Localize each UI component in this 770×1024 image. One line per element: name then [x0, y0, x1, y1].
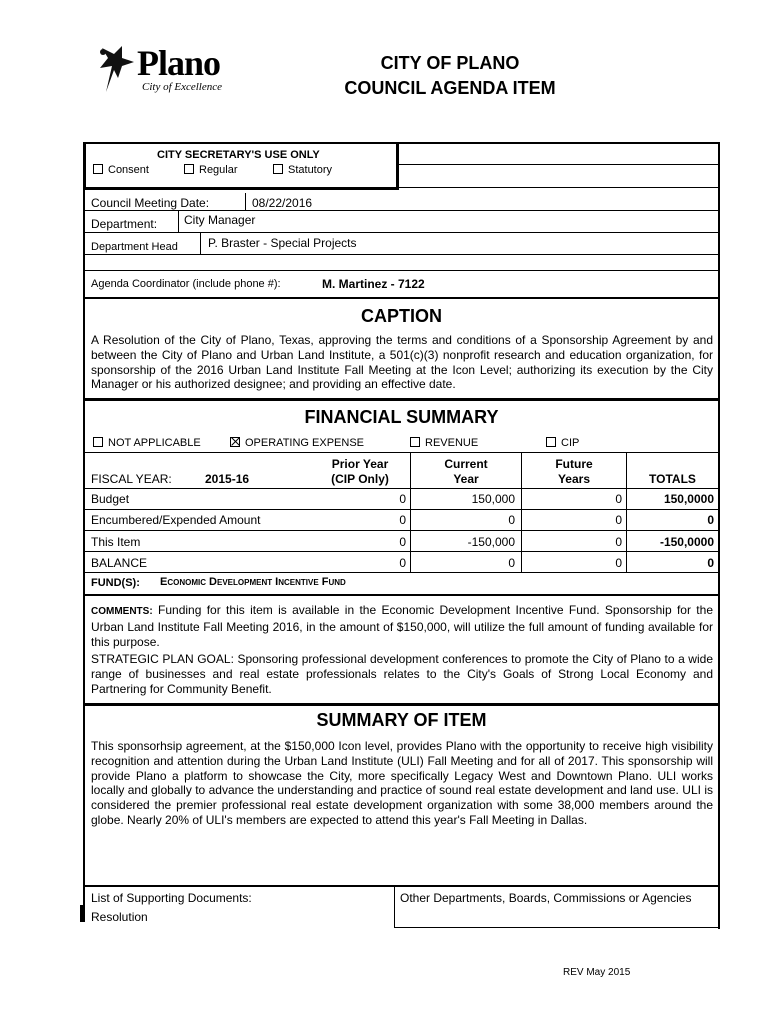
row-future: 0 — [615, 535, 622, 549]
current-year-header: Current Year — [444, 457, 488, 486]
title-line-1: CITY OF PLANO — [380, 53, 520, 73]
plano-star-icon — [92, 44, 136, 94]
secretary-title: CITY SECRETARY'S USE ONLY — [157, 149, 320, 161]
coordinator-label: Agenda Coordinator (include phone #): — [91, 278, 281, 290]
meeting-date-label: Council Meeting Date: — [91, 196, 210, 210]
department-head-label: Department Head — [91, 241, 178, 253]
caption-text: A Resolution of the City of Plano, Texas, approving the terms and conditions of a Sponsorship Agreement by and between the City of Plano and Urban Land Institute, a 501(c)(3) nonprofit research and education organization, for sponsorship of the 2016 Urban Land Institute Fall Meeting at the Icon Level; authorizing its execution by the City Manager or his authorized designee; and providing an effective date. — [91, 333, 713, 392]
row-future: 0 — [615, 492, 622, 506]
financial-title: FINANCIAL SUMMARY — [304, 407, 499, 427]
revision-note: REV May 2015 — [563, 967, 631, 978]
row-future: 0 — [615, 513, 622, 527]
totals-header: TOTALS — [649, 472, 696, 486]
department-label: Department: — [91, 217, 158, 231]
revenue-checkbox[interactable] — [410, 437, 420, 447]
row-total: 0 — [707, 556, 714, 570]
operating-expense-checkbox[interactable] — [230, 437, 240, 447]
logo-tagline: City of Excellence — [142, 81, 223, 93]
statutory-checkbox[interactable] — [273, 164, 283, 174]
table-row — [83, 492, 720, 508]
comments-section — [91, 603, 713, 649]
coordinator-value: M. Martinez - 7122 — [322, 277, 425, 291]
department-value: City Manager — [184, 213, 256, 227]
comments-label: COMMENTS: — [91, 606, 153, 617]
row-prior: 0 — [399, 492, 406, 506]
regular-option[interactable]: Regular — [184, 164, 238, 176]
funds-label: FUND(S): — [91, 577, 140, 589]
supporting-documents-label: List of Supporting Documents: — [91, 891, 252, 905]
consent-checkbox[interactable] — [93, 164, 103, 174]
not-applicable-option[interactable]: NOT APPLICABLE — [93, 437, 201, 449]
regular-checkbox[interactable] — [184, 164, 194, 174]
row-total: 150,0000 — [663, 492, 714, 506]
cip-option[interactable]: CIP — [546, 437, 579, 449]
summary-title: SUMMARY OF ITEM — [316, 710, 487, 730]
table-row — [83, 513, 720, 529]
row-label: Encumbered/Expended Amount — [91, 513, 261, 527]
comments-text: Funding for this item is available in the Economic Development Incentive Fund. Sponsorship for the Urban Land Institute Fall Meeting 2016, in the amount of $150,000, will utilize the full amount of funding available for this purpose. — [91, 603, 713, 649]
plano-logo — [92, 44, 242, 100]
title-line-2: COUNCIL AGENDA ITEM — [344, 78, 556, 98]
document-title — [300, 51, 600, 101]
not-applicable-checkbox[interactable] — [93, 437, 103, 447]
row-total: -150,0000 — [659, 535, 714, 549]
row-current: 0 — [508, 556, 515, 570]
future-years-header: Future Years — [555, 457, 593, 486]
row-label: This Item — [91, 535, 141, 549]
row-current: 150,000 — [471, 492, 515, 506]
row-total: 0 — [707, 513, 714, 527]
statutory-option[interactable]: Statutory — [273, 164, 332, 176]
funds-value: Economic Development Incentive Fund — [160, 576, 346, 588]
row-current: -150,000 — [467, 535, 515, 549]
meeting-date-value: 08/22/2016 — [252, 196, 313, 210]
strategic-plan-goal: STRATEGIC PLAN GOAL: Sponsoring professional development conferences to promote the City of Plano to a wide range of businesses and real estate professionals relates to the City's Goals of Strong Local Economy and Partnering for Community Benefit. — [91, 652, 713, 696]
revenue-option[interactable]: REVENUE — [410, 437, 478, 449]
row-label: BALANCE — [91, 556, 148, 570]
supporting-document-item: Resolution — [91, 910, 148, 924]
prior-year-header: Prior Year (CIP Only) — [331, 457, 389, 486]
row-label: Budget — [91, 492, 130, 506]
fiscal-year-label: FISCAL YEAR: — [91, 472, 172, 486]
operating-expense-option[interactable]: OPERATING EXPENSE — [230, 437, 364, 449]
financial-checkboxes — [93, 437, 713, 451]
logo-name: Plano — [137, 43, 221, 83]
row-prior: 0 — [399, 556, 406, 570]
summary-text: This sponsorhsip agreement, at the $150,000 Icon level, provides Plano with the opportunity to receive high visibility recognition and attention during the Urban Land Institute (ULI) Fall Meeting and for all of 2017. This sponsorship will provide Plano a platform to showcase the City, more specifically Legacy West and Downtown Plano. ULI works locally and globally to advance the understanding and practice of sound real estate development and land use. ULI is considered the premier professional real estate development organization with some 38,000 members around the globe. Nearly 20% of ULI's members are expected to attend this year's Fall Meeting in Dallas. — [91, 739, 713, 827]
cip-checkbox[interactable] — [546, 437, 556, 447]
table-row — [83, 556, 720, 572]
row-prior: 0 — [399, 535, 406, 549]
table-row — [83, 535, 720, 551]
caption-title: CAPTION — [361, 306, 442, 326]
row-prior: 0 — [399, 513, 406, 527]
department-head-value: P. Braster - Special Projects — [208, 236, 357, 250]
consent-option[interactable]: Consent — [93, 164, 149, 176]
other-departments-label: Other Departments, Boards, Commissions or Agencies — [400, 891, 692, 905]
row-future: 0 — [615, 556, 622, 570]
row-current: 0 — [508, 513, 515, 527]
fiscal-year-value: 2015-16 — [205, 472, 250, 486]
